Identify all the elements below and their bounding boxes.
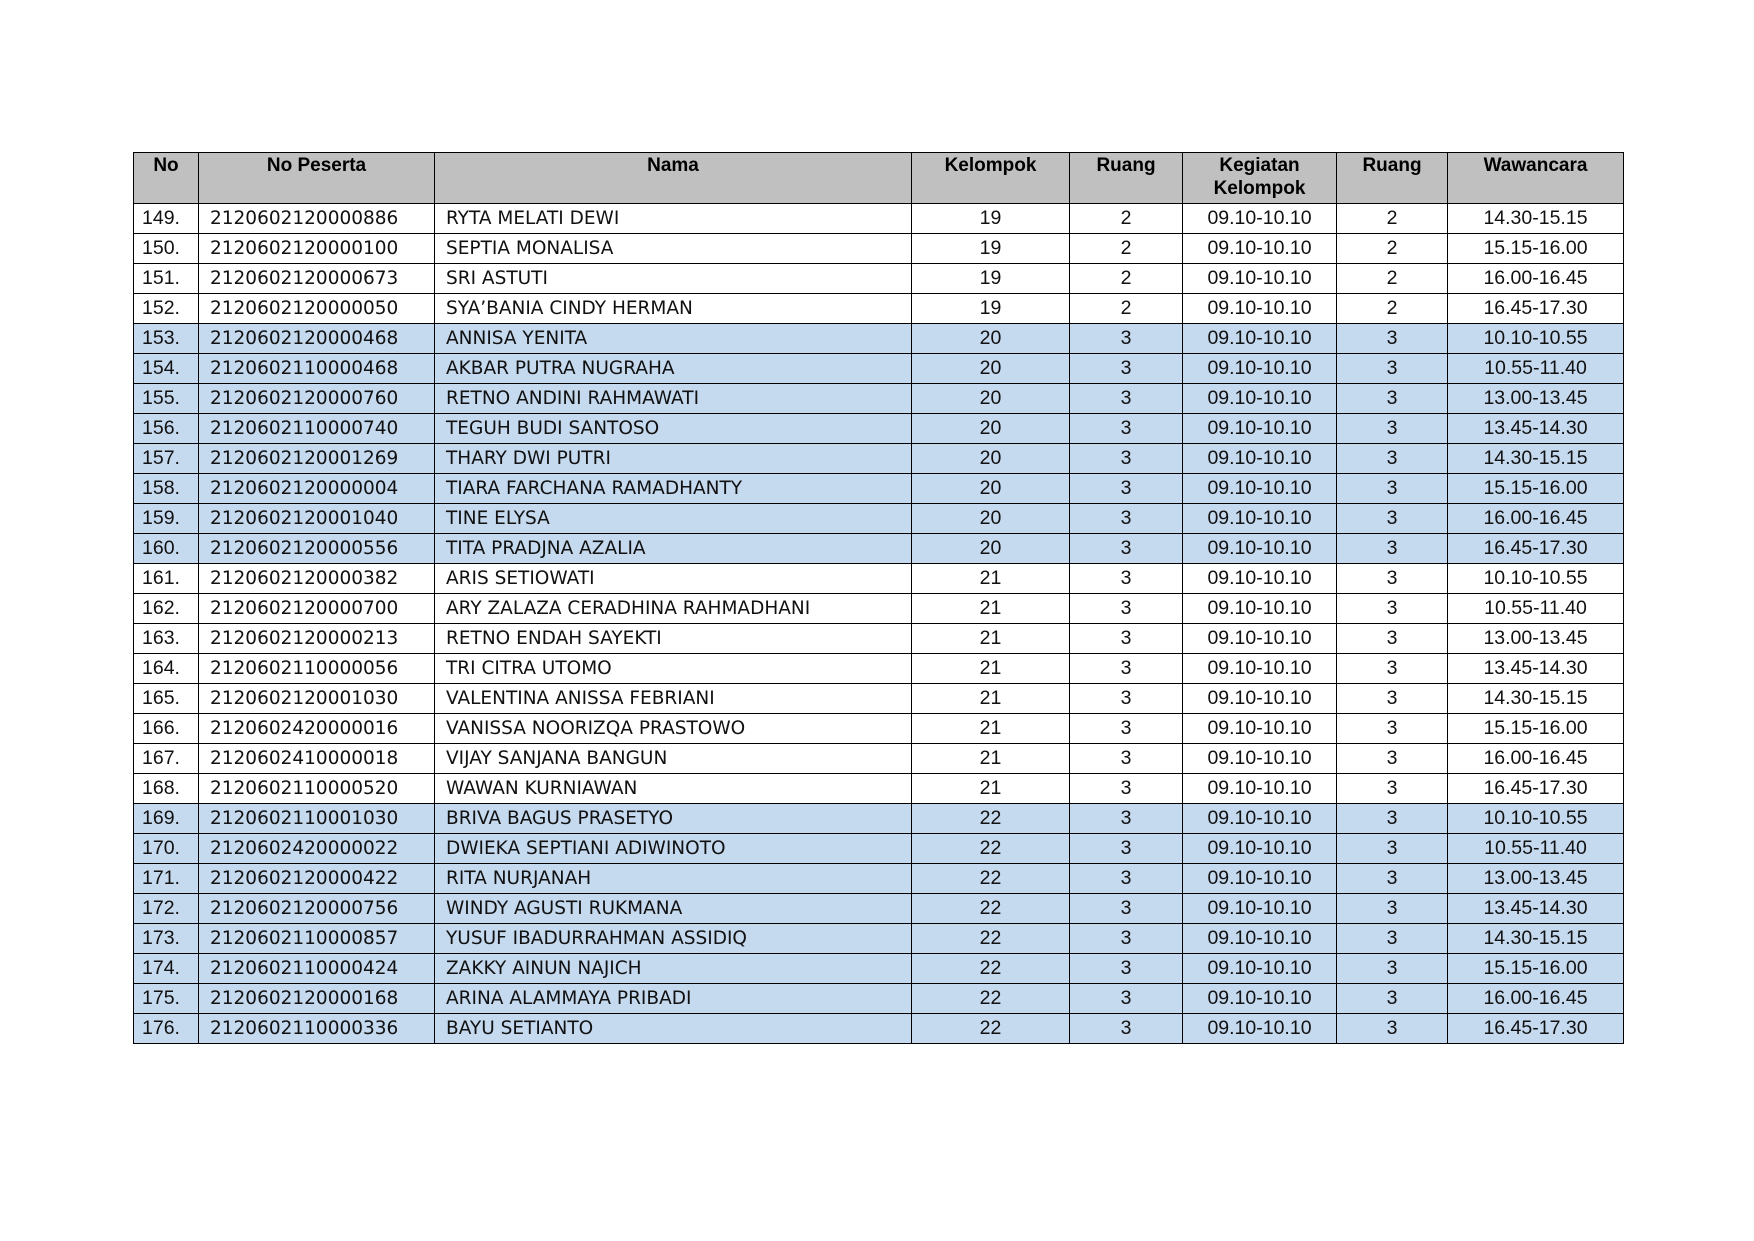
cell-wawancara: 13.00-13.45 xyxy=(1448,864,1624,894)
cell-no: 163. xyxy=(134,624,199,654)
cell-no-peserta: 2120602120000556 xyxy=(199,534,435,564)
cell-no-peserta: 2120602120000422 xyxy=(199,864,435,894)
table-row xyxy=(134,324,1624,354)
cell-kegiatan: 09.10-10.10 xyxy=(1183,594,1337,624)
cell-ruang: 3 xyxy=(1070,414,1183,444)
cell-ruang: 3 xyxy=(1070,744,1183,774)
cell-kegiatan: 09.10-10.10 xyxy=(1183,954,1337,984)
cell-wawancara: 10.55-11.40 xyxy=(1448,354,1624,384)
cell-ruang: 3 xyxy=(1070,324,1183,354)
cell-nama: ARY ZALAZA CERADHINA RAHMADHANI xyxy=(435,594,912,624)
cell-no: 151. xyxy=(134,264,199,294)
cell-ruang: 3 xyxy=(1070,924,1183,954)
cell-nama: RITA NURJANAH xyxy=(435,864,912,894)
cell-wawancara: 16.00-16.45 xyxy=(1448,504,1624,534)
cell-ruang-wawancara: 3 xyxy=(1337,654,1448,684)
cell-ruang-wawancara: 3 xyxy=(1337,684,1448,714)
cell-kegiatan: 09.10-10.10 xyxy=(1183,744,1337,774)
header-wawancara: Wawancara xyxy=(1448,153,1624,204)
cell-kelompok: 21 xyxy=(912,774,1070,804)
cell-kelompok: 22 xyxy=(912,984,1070,1014)
cell-no: 156. xyxy=(134,414,199,444)
table-row xyxy=(134,954,1624,984)
header-no: No xyxy=(134,153,199,204)
cell-ruang: 2 xyxy=(1070,264,1183,294)
cell-kelompok: 22 xyxy=(912,864,1070,894)
cell-no-peserta: 2120602120000004 xyxy=(199,474,435,504)
cell-wawancara: 16.45-17.30 xyxy=(1448,534,1624,564)
cell-ruang: 3 xyxy=(1070,354,1183,384)
table-row xyxy=(134,384,1624,414)
cell-no-peserta: 2120602120000100 xyxy=(199,234,435,264)
cell-ruang: 3 xyxy=(1070,564,1183,594)
cell-kelompok: 20 xyxy=(912,444,1070,474)
cell-wawancara: 10.10-10.55 xyxy=(1448,804,1624,834)
cell-no: 169. xyxy=(134,804,199,834)
cell-kelompok: 19 xyxy=(912,204,1070,234)
cell-kelompok: 19 xyxy=(912,264,1070,294)
cell-wawancara: 16.45-17.30 xyxy=(1448,774,1624,804)
cell-nama: RETNO ENDAH SAYEKTI xyxy=(435,624,912,654)
cell-wawancara: 13.00-13.45 xyxy=(1448,624,1624,654)
cell-ruang-wawancara: 3 xyxy=(1337,984,1448,1014)
cell-ruang: 3 xyxy=(1070,714,1183,744)
cell-no: 152. xyxy=(134,294,199,324)
cell-ruang-wawancara: 3 xyxy=(1337,834,1448,864)
cell-wawancara: 10.55-11.40 xyxy=(1448,594,1624,624)
cell-no-peserta: 2120602110000468 xyxy=(199,354,435,384)
header-ruang-wawancara: Ruang xyxy=(1337,153,1448,204)
cell-kelompok: 20 xyxy=(912,414,1070,444)
cell-nama: DWIEKA SEPTIANI ADIWINOTO xyxy=(435,834,912,864)
cell-kelompok: 21 xyxy=(912,594,1070,624)
table-row xyxy=(134,684,1624,714)
cell-ruang-wawancara: 3 xyxy=(1337,504,1448,534)
cell-wawancara: 10.55-11.40 xyxy=(1448,834,1624,864)
cell-kelompok: 21 xyxy=(912,654,1070,684)
cell-no: 155. xyxy=(134,384,199,414)
cell-kelompok: 21 xyxy=(912,564,1070,594)
cell-nama: THARY DWI PUTRI xyxy=(435,444,912,474)
table-row xyxy=(134,804,1624,834)
cell-kelompok: 20 xyxy=(912,504,1070,534)
cell-ruang-wawancara: 3 xyxy=(1337,864,1448,894)
cell-no: 158. xyxy=(134,474,199,504)
table-body xyxy=(134,204,1624,1044)
cell-wawancara: 13.45-14.30 xyxy=(1448,654,1624,684)
cell-ruang: 3 xyxy=(1070,834,1183,864)
table-row xyxy=(134,1014,1624,1044)
cell-ruang-wawancara: 2 xyxy=(1337,294,1448,324)
cell-nama: TIARA FARCHANA RAMADHANTY xyxy=(435,474,912,504)
cell-ruang: 3 xyxy=(1070,624,1183,654)
cell-nama: ZAKKY AINUN NAJICH xyxy=(435,954,912,984)
cell-ruang-wawancara: 3 xyxy=(1337,1014,1448,1044)
table-row xyxy=(134,834,1624,864)
cell-nama: SRI ASTUTI xyxy=(435,264,912,294)
table-row xyxy=(134,594,1624,624)
cell-kegiatan: 09.10-10.10 xyxy=(1183,234,1337,264)
cell-kegiatan: 09.10-10.10 xyxy=(1183,804,1337,834)
cell-no: 161. xyxy=(134,564,199,594)
table-row xyxy=(134,654,1624,684)
cell-ruang-wawancara: 3 xyxy=(1337,444,1448,474)
cell-kegiatan: 09.10-10.10 xyxy=(1183,294,1337,324)
table-row xyxy=(134,474,1624,504)
cell-ruang-wawancara: 3 xyxy=(1337,384,1448,414)
cell-no-peserta: 2120602420000016 xyxy=(199,714,435,744)
cell-wawancara: 13.45-14.30 xyxy=(1448,414,1624,444)
cell-no-peserta: 2120602410000018 xyxy=(199,744,435,774)
cell-ruang: 2 xyxy=(1070,234,1183,264)
cell-kegiatan: 09.10-10.10 xyxy=(1183,624,1337,654)
cell-kegiatan: 09.10-10.10 xyxy=(1183,384,1337,414)
cell-no: 153. xyxy=(134,324,199,354)
cell-kelompok: 20 xyxy=(912,384,1070,414)
cell-no: 166. xyxy=(134,714,199,744)
table-row xyxy=(134,864,1624,894)
cell-ruang-wawancara: 2 xyxy=(1337,264,1448,294)
cell-kelompok: 22 xyxy=(912,804,1070,834)
cell-no: 154. xyxy=(134,354,199,384)
cell-wawancara: 15.15-16.00 xyxy=(1448,714,1624,744)
cell-kegiatan: 09.10-10.10 xyxy=(1183,834,1337,864)
cell-ruang-wawancara: 3 xyxy=(1337,324,1448,354)
cell-no-peserta: 2120602110000740 xyxy=(199,414,435,444)
cell-nama: VIJAY SANJANA BANGUN xyxy=(435,744,912,774)
cell-kelompok: 22 xyxy=(912,834,1070,864)
cell-wawancara: 10.10-10.55 xyxy=(1448,564,1624,594)
table-row xyxy=(134,924,1624,954)
cell-kegiatan: 09.10-10.10 xyxy=(1183,654,1337,684)
cell-kelompok: 21 xyxy=(912,624,1070,654)
cell-ruang: 3 xyxy=(1070,1014,1183,1044)
cell-nama: WAWAN KURNIAWAN xyxy=(435,774,912,804)
header-ruang: Ruang xyxy=(1070,153,1183,204)
table-row xyxy=(134,744,1624,774)
cell-wawancara: 15.15-16.00 xyxy=(1448,474,1624,504)
cell-no: 160. xyxy=(134,534,199,564)
cell-no-peserta: 2120602110000520 xyxy=(199,774,435,804)
cell-no-peserta: 2120602120000760 xyxy=(199,384,435,414)
cell-no-peserta: 2120602110000424 xyxy=(199,954,435,984)
cell-wawancara: 15.15-16.00 xyxy=(1448,234,1624,264)
cell-kegiatan: 09.10-10.10 xyxy=(1183,354,1337,384)
cell-no: 174. xyxy=(134,954,199,984)
cell-kelompok: 21 xyxy=(912,684,1070,714)
cell-ruang-wawancara: 2 xyxy=(1337,204,1448,234)
cell-ruang-wawancara: 3 xyxy=(1337,534,1448,564)
cell-kegiatan: 09.10-10.10 xyxy=(1183,264,1337,294)
cell-no-peserta: 2120602120000673 xyxy=(199,264,435,294)
cell-ruang: 3 xyxy=(1070,594,1183,624)
cell-no-peserta: 2120602110000857 xyxy=(199,924,435,954)
cell-no: 171. xyxy=(134,864,199,894)
cell-ruang: 3 xyxy=(1070,954,1183,984)
cell-no: 170. xyxy=(134,834,199,864)
cell-kegiatan: 09.10-10.10 xyxy=(1183,924,1337,954)
cell-ruang-wawancara: 3 xyxy=(1337,894,1448,924)
cell-no-peserta: 2120602120000886 xyxy=(199,204,435,234)
table-row xyxy=(134,354,1624,384)
table-row xyxy=(134,624,1624,654)
cell-nama: TRI CITRA UTOMO xyxy=(435,654,912,684)
cell-nama: AKBAR PUTRA NUGRAHA xyxy=(435,354,912,384)
table-row xyxy=(134,234,1624,264)
cell-ruang-wawancara: 3 xyxy=(1337,714,1448,744)
table-header xyxy=(134,153,1624,204)
cell-kelompok: 21 xyxy=(912,714,1070,744)
cell-no-peserta: 2120602120001269 xyxy=(199,444,435,474)
cell-no-peserta: 2120602120000050 xyxy=(199,294,435,324)
cell-kegiatan: 09.10-10.10 xyxy=(1183,684,1337,714)
cell-ruang: 3 xyxy=(1070,894,1183,924)
schedule-table xyxy=(133,152,1624,1044)
cell-ruang-wawancara: 3 xyxy=(1337,954,1448,984)
cell-wawancara: 14.30-15.15 xyxy=(1448,204,1624,234)
cell-no-peserta: 2120602110001030 xyxy=(199,804,435,834)
cell-nama: ARIS SETIOWATI xyxy=(435,564,912,594)
cell-kegiatan: 09.10-10.10 xyxy=(1183,774,1337,804)
cell-ruang: 3 xyxy=(1070,444,1183,474)
cell-kelompok: 22 xyxy=(912,924,1070,954)
cell-ruang-wawancara: 3 xyxy=(1337,774,1448,804)
cell-nama: BRIVA BAGUS PRASETYO xyxy=(435,804,912,834)
cell-kegiatan: 09.10-10.10 xyxy=(1183,1014,1337,1044)
cell-ruang-wawancara: 3 xyxy=(1337,564,1448,594)
cell-ruang: 3 xyxy=(1070,684,1183,714)
cell-no-peserta: 2120602120000468 xyxy=(199,324,435,354)
cell-wawancara: 16.45-17.30 xyxy=(1448,1014,1624,1044)
cell-wawancara: 10.10-10.55 xyxy=(1448,324,1624,354)
cell-no-peserta: 2120602110000056 xyxy=(199,654,435,684)
cell-ruang-wawancara: 3 xyxy=(1337,594,1448,624)
cell-kelompok: 22 xyxy=(912,894,1070,924)
cell-kelompok: 20 xyxy=(912,324,1070,354)
cell-ruang: 2 xyxy=(1070,204,1183,234)
cell-wawancara: 14.30-15.15 xyxy=(1448,684,1624,714)
cell-no-peserta: 2120602120001040 xyxy=(199,504,435,534)
cell-nama: SYA’BANIA CINDY HERMAN xyxy=(435,294,912,324)
header-no-peserta: No Peserta xyxy=(199,153,435,204)
cell-nama: RYTA MELATI DEWI xyxy=(435,204,912,234)
cell-nama: VANISSA NOORIZQA PRASTOWO xyxy=(435,714,912,744)
cell-ruang: 3 xyxy=(1070,384,1183,414)
cell-ruang-wawancara: 3 xyxy=(1337,924,1448,954)
cell-no: 176. xyxy=(134,1014,199,1044)
cell-no: 164. xyxy=(134,654,199,684)
header-kelompok: Kelompok xyxy=(912,153,1070,204)
cell-no: 172. xyxy=(134,894,199,924)
cell-ruang: 3 xyxy=(1070,774,1183,804)
cell-no: 167. xyxy=(134,744,199,774)
cell-kegiatan: 09.10-10.10 xyxy=(1183,534,1337,564)
table-row xyxy=(134,444,1624,474)
cell-kegiatan: 09.10-10.10 xyxy=(1183,474,1337,504)
cell-ruang-wawancara: 2 xyxy=(1337,234,1448,264)
cell-kegiatan: 09.10-10.10 xyxy=(1183,324,1337,354)
cell-ruang: 3 xyxy=(1070,804,1183,834)
cell-nama: SEPTIA MONALISA xyxy=(435,234,912,264)
cell-ruang-wawancara: 3 xyxy=(1337,414,1448,444)
cell-no-peserta: 2120602120000213 xyxy=(199,624,435,654)
cell-ruang: 3 xyxy=(1070,534,1183,564)
cell-kelompok: 19 xyxy=(912,234,1070,264)
cell-no-peserta: 2120602420000022 xyxy=(199,834,435,864)
cell-ruang: 3 xyxy=(1070,504,1183,534)
cell-no: 168. xyxy=(134,774,199,804)
cell-ruang: 3 xyxy=(1070,474,1183,504)
cell-kelompok: 20 xyxy=(912,354,1070,384)
cell-kegiatan: 09.10-10.10 xyxy=(1183,204,1337,234)
cell-no: 175. xyxy=(134,984,199,1014)
cell-nama: TEGUH BUDI SANTOSO xyxy=(435,414,912,444)
cell-kegiatan: 09.10-10.10 xyxy=(1183,894,1337,924)
header-kegiatan-kelompok: Kegiatan Kelompok xyxy=(1183,153,1337,204)
cell-nama: ANNISA YENITA xyxy=(435,324,912,354)
cell-no: 157. xyxy=(134,444,199,474)
cell-no: 165. xyxy=(134,684,199,714)
cell-nama: TINE ELYSA xyxy=(435,504,912,534)
cell-nama: RETNO ANDINI RAHMAWATI xyxy=(435,384,912,414)
cell-nama: WINDY AGUSTI RUKMANA xyxy=(435,894,912,924)
cell-wawancara: 16.45-17.30 xyxy=(1448,294,1624,324)
cell-nama: VALENTINA ANISSA FEBRIANI xyxy=(435,684,912,714)
table-row xyxy=(134,534,1624,564)
cell-wawancara: 15.15-16.00 xyxy=(1448,954,1624,984)
table-row xyxy=(134,894,1624,924)
table-row xyxy=(134,564,1624,594)
cell-kegiatan: 09.10-10.10 xyxy=(1183,864,1337,894)
cell-ruang-wawancara: 3 xyxy=(1337,804,1448,834)
cell-kegiatan: 09.10-10.10 xyxy=(1183,984,1337,1014)
cell-wawancara: 13.45-14.30 xyxy=(1448,894,1624,924)
cell-kegiatan: 09.10-10.10 xyxy=(1183,414,1337,444)
cell-ruang-wawancara: 3 xyxy=(1337,354,1448,384)
table-row xyxy=(134,264,1624,294)
table-row xyxy=(134,204,1624,234)
cell-nama: ARINA ALAMMAYA PRIBADI xyxy=(435,984,912,1014)
table-row xyxy=(134,984,1624,1014)
cell-no: 159. xyxy=(134,504,199,534)
cell-ruang: 3 xyxy=(1070,864,1183,894)
table-row xyxy=(134,504,1624,534)
cell-nama: YUSUF IBADURRAHMAN ASSIDIQ xyxy=(435,924,912,954)
cell-kelompok: 20 xyxy=(912,474,1070,504)
cell-nama: BAYU SETIANTO xyxy=(435,1014,912,1044)
cell-ruang: 2 xyxy=(1070,294,1183,324)
cell-no-peserta: 2120602120000382 xyxy=(199,564,435,594)
cell-no: 150. xyxy=(134,234,199,264)
cell-kelompok: 21 xyxy=(912,744,1070,774)
cell-wawancara: 16.00-16.45 xyxy=(1448,264,1624,294)
cell-kegiatan: 09.10-10.10 xyxy=(1183,714,1337,744)
header-row xyxy=(134,153,1624,204)
table-row xyxy=(134,714,1624,744)
cell-kegiatan: 09.10-10.10 xyxy=(1183,444,1337,474)
header-nama: Nama xyxy=(435,153,912,204)
cell-kelompok: 22 xyxy=(912,1014,1070,1044)
table-row xyxy=(134,414,1624,444)
table-row xyxy=(134,774,1624,804)
cell-wawancara: 16.00-16.45 xyxy=(1448,984,1624,1014)
cell-ruang-wawancara: 3 xyxy=(1337,624,1448,654)
cell-wawancara: 14.30-15.15 xyxy=(1448,444,1624,474)
cell-ruang: 3 xyxy=(1070,654,1183,684)
cell-ruang-wawancara: 3 xyxy=(1337,744,1448,774)
cell-no: 173. xyxy=(134,924,199,954)
cell-no-peserta: 2120602120001030 xyxy=(199,684,435,714)
cell-ruang: 3 xyxy=(1070,984,1183,1014)
cell-no-peserta: 2120602110000336 xyxy=(199,1014,435,1044)
cell-kelompok: 22 xyxy=(912,954,1070,984)
cell-wawancara: 16.00-16.45 xyxy=(1448,744,1624,774)
cell-no-peserta: 2120602120000168 xyxy=(199,984,435,1014)
cell-kelompok: 19 xyxy=(912,294,1070,324)
cell-wawancara: 14.30-15.15 xyxy=(1448,924,1624,954)
cell-no-peserta: 2120602120000700 xyxy=(199,594,435,624)
cell-wawancara: 13.00-13.45 xyxy=(1448,384,1624,414)
cell-no-peserta: 2120602120000756 xyxy=(199,894,435,924)
cell-nama: TITA PRADJNA AZALIA xyxy=(435,534,912,564)
cell-no: 149. xyxy=(134,204,199,234)
cell-kegiatan: 09.10-10.10 xyxy=(1183,504,1337,534)
cell-no: 162. xyxy=(134,594,199,624)
table-row xyxy=(134,294,1624,324)
cell-kegiatan: 09.10-10.10 xyxy=(1183,564,1337,594)
cell-kelompok: 20 xyxy=(912,534,1070,564)
cell-ruang-wawancara: 3 xyxy=(1337,474,1448,504)
